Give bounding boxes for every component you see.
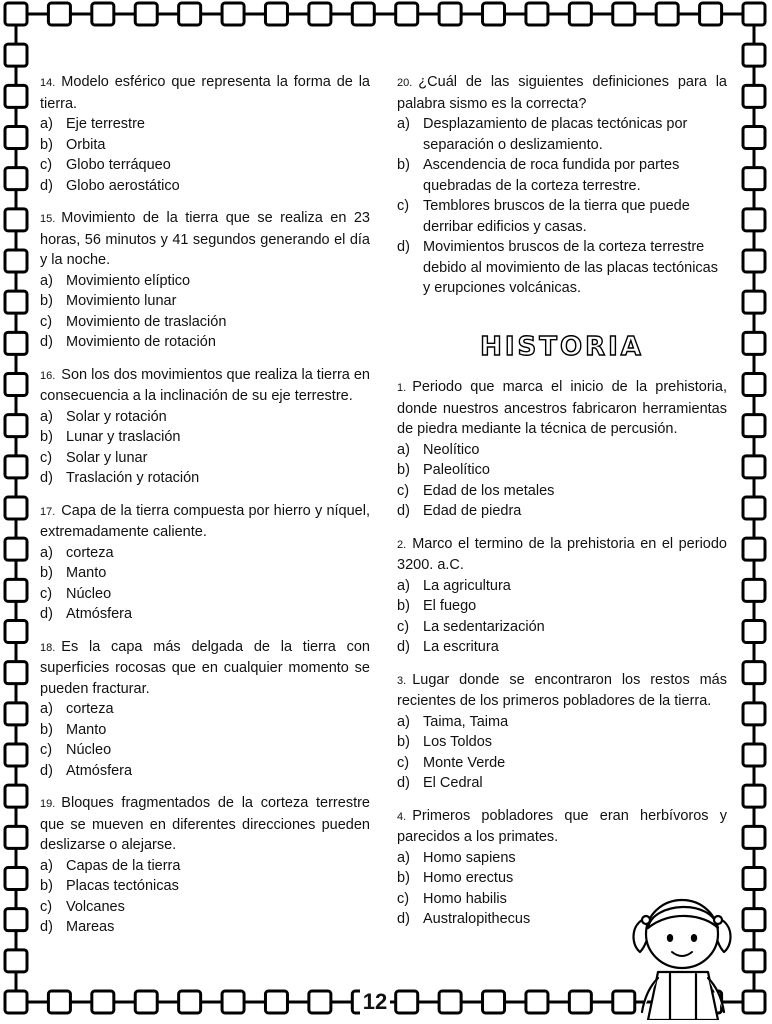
option-text: corteza xyxy=(66,544,114,561)
girl-illustration xyxy=(630,880,740,1020)
page-number: 12 xyxy=(360,988,390,1016)
border-link xyxy=(743,85,765,107)
answer-option xyxy=(397,114,727,155)
border-link xyxy=(526,3,548,25)
option-letter: d) xyxy=(40,919,53,935)
option-text: Temblores bruscos de la tierra que puede derribar edificios y casas. xyxy=(423,198,690,235)
question-text xyxy=(397,670,727,712)
option-text: Homo habilis xyxy=(423,890,507,907)
border-link xyxy=(743,826,765,848)
border-link xyxy=(5,374,27,396)
question-number: 19. xyxy=(40,798,56,810)
option-text: Eje terrestre xyxy=(66,116,145,132)
border-link xyxy=(222,991,244,1013)
question-statement: Son los dos movimientos que realiza la tierra en consecuencia a la inclinación de su eje terrestre. xyxy=(40,366,370,404)
border-link xyxy=(5,85,27,107)
answer-option xyxy=(397,481,727,502)
right-question-group xyxy=(397,72,727,299)
option-letter: b) xyxy=(397,157,410,173)
border-link xyxy=(743,3,765,25)
question xyxy=(397,72,727,299)
border-link xyxy=(743,127,765,149)
section-title xyxy=(397,331,727,362)
border-link xyxy=(5,3,27,25)
option-text: Traslación y rotación xyxy=(66,470,200,486)
answer-option xyxy=(397,155,727,196)
border-link xyxy=(743,291,765,313)
option-text: El fuego xyxy=(423,598,477,614)
question-text xyxy=(40,365,370,407)
border-link xyxy=(5,168,27,190)
option-letter: b) xyxy=(397,462,410,478)
border-link xyxy=(5,250,27,272)
border-link xyxy=(135,991,157,1013)
border-link xyxy=(309,991,331,1013)
option-letter: c) xyxy=(40,585,53,602)
border-link xyxy=(743,538,765,560)
border-link xyxy=(569,991,591,1013)
border-link xyxy=(656,3,678,25)
option-letter: a) xyxy=(40,701,53,717)
question xyxy=(397,534,727,658)
option-letter: c) xyxy=(397,198,410,214)
border-link xyxy=(569,3,591,25)
border-link xyxy=(5,868,27,890)
option-text: Atmósfera xyxy=(66,606,133,622)
border-link xyxy=(743,703,765,725)
border-link xyxy=(5,291,27,313)
option-letter: b) xyxy=(40,878,53,894)
answer-option xyxy=(397,617,727,638)
question-statement: Lugar donde se encontraron los restos más recientes de los primeros pobladores de la tierra. xyxy=(397,671,727,709)
answer-option xyxy=(40,897,370,918)
option-text: Manto xyxy=(66,721,107,738)
question-statement: Es la capa más delgada de la tierra con superficies rocosas que en cualquier momento se pueden fracturar. xyxy=(40,638,370,697)
border-link xyxy=(700,3,722,25)
question-number: 1. xyxy=(397,382,407,394)
answer-option xyxy=(40,720,370,741)
question-text xyxy=(40,501,370,543)
question-statement: Capa de la tierra compuesta por hierro y níquel, extremadamente caliente. xyxy=(40,502,370,540)
answer-option xyxy=(40,543,370,564)
option-text: Manto xyxy=(66,565,107,581)
option-letter: d) xyxy=(40,177,53,194)
border-link xyxy=(5,991,27,1013)
option-letter: d) xyxy=(397,639,410,655)
border-link xyxy=(265,3,287,25)
option-letter: b) xyxy=(40,721,53,738)
border-link xyxy=(743,868,765,890)
option-text: Taima, Taima xyxy=(423,713,509,730)
option-letter: b) xyxy=(40,136,53,153)
question xyxy=(40,72,370,196)
question-number: 18. xyxy=(40,641,56,654)
answer-option xyxy=(40,468,370,489)
border-link xyxy=(396,3,418,25)
question-statement: Periodo que marca el inicio de la prehistoria, donde nuestros ancestros fabricaron herramientas de piedra mediante la técnica de percusión. xyxy=(397,379,727,437)
question-text xyxy=(397,806,727,848)
border-link xyxy=(743,209,765,231)
option-text: Movimiento elíptico xyxy=(66,272,191,289)
section-title-text: HISTORIA xyxy=(480,331,644,362)
option-text: La escritura xyxy=(423,639,499,655)
border-link xyxy=(92,3,114,25)
question-statement: Marco el termino de la prehistoria en el periodo 3200. a.C. xyxy=(397,535,727,573)
question-text xyxy=(40,793,370,856)
question-number: 4. xyxy=(397,810,407,823)
option-text: Homo sapiens xyxy=(423,849,516,866)
border-link xyxy=(135,3,157,25)
history-question-group xyxy=(397,377,727,930)
option-text: corteza xyxy=(66,701,114,717)
option-text: Volcanes xyxy=(66,898,125,915)
option-letter: c) xyxy=(40,898,53,915)
option-letter: c) xyxy=(40,313,53,330)
option-text: Globo terráqueo xyxy=(66,157,171,173)
question xyxy=(40,793,370,938)
answer-option xyxy=(40,135,370,156)
option-letter: c) xyxy=(397,618,410,635)
question xyxy=(397,377,727,522)
answer-option xyxy=(40,740,370,761)
option-text: Solar y lunar xyxy=(66,449,148,466)
border-link xyxy=(5,332,27,354)
option-letter: a) xyxy=(40,544,53,561)
option-letter: a) xyxy=(40,272,53,289)
option-text: La sedentarización xyxy=(423,618,545,635)
option-letter: a) xyxy=(40,857,53,874)
answer-option xyxy=(40,584,370,605)
option-text: La agricultura xyxy=(423,577,511,594)
option-text: Homo erectus xyxy=(423,870,514,886)
option-letter: d) xyxy=(40,334,53,350)
border-link xyxy=(439,3,461,25)
border-link xyxy=(5,579,27,601)
question xyxy=(397,670,727,794)
option-text: Solar y rotación xyxy=(66,408,167,425)
option-text: Orbita xyxy=(66,136,106,153)
question-statement: Bloques fragmentados de la corteza terrestre que se mueven en diferentes direcciones pueden deslizarse o alejarse. xyxy=(40,795,370,853)
answer-option xyxy=(397,753,727,774)
option-text: Lunar y traslación xyxy=(66,429,181,445)
answer-option xyxy=(40,856,370,877)
option-text: Monte Verde xyxy=(423,754,506,771)
border-link xyxy=(439,991,461,1013)
answer-option xyxy=(397,460,727,481)
border-link xyxy=(5,744,27,766)
border-link xyxy=(179,991,201,1013)
border-link xyxy=(743,497,765,519)
question-statement: ¿Cuál de las siguientes definiciones para la palabra sismo es la correcta? xyxy=(397,74,727,112)
right-column xyxy=(397,72,727,942)
answer-option xyxy=(40,604,370,625)
answer-option xyxy=(40,312,370,333)
question-text xyxy=(40,72,370,114)
option-text: Movimientos bruscos de la corteza terrestre debido al movimiento de las placas tectónicas y erupciones volcánicas. xyxy=(423,239,718,296)
option-letter: b) xyxy=(397,734,410,750)
question-statement: Primeros pobladores que eran herbívoros y parecidos a los primates. xyxy=(397,807,727,845)
answer-option xyxy=(40,917,370,938)
answer-option xyxy=(40,291,370,312)
answer-option xyxy=(40,448,370,469)
border-link xyxy=(309,3,331,25)
answer-option xyxy=(397,440,727,461)
option-letter: d) xyxy=(397,911,410,927)
answer-option xyxy=(40,332,370,353)
border-link xyxy=(483,991,505,1013)
option-text: Desplazamiento de placas tectónicas por separación o deslizamiento. xyxy=(423,116,688,153)
border-link xyxy=(743,744,765,766)
answer-option xyxy=(40,761,370,782)
question-number: 16. xyxy=(40,369,56,382)
border-link xyxy=(5,785,27,807)
question-number: 14. xyxy=(40,77,56,89)
border-link xyxy=(265,991,287,1013)
border-link xyxy=(483,3,505,25)
option-text: Atmósfera xyxy=(66,762,133,779)
border-link xyxy=(743,662,765,684)
border-link xyxy=(48,991,70,1013)
answer-option xyxy=(40,427,370,448)
option-letter: c) xyxy=(40,449,53,466)
border-link xyxy=(743,374,765,396)
option-text: Neolítico xyxy=(423,441,480,458)
option-letter: d) xyxy=(40,470,53,486)
question xyxy=(40,208,370,353)
option-text: Paleolítico xyxy=(423,462,490,478)
answer-option xyxy=(40,176,370,197)
option-text: Mareas xyxy=(66,919,115,935)
border-link xyxy=(352,3,374,25)
option-letter: d) xyxy=(397,503,410,519)
question xyxy=(40,365,370,489)
border-link xyxy=(48,3,70,25)
option-text: Ascendencia de roca fundida por partes quebradas de la corteza terrestre. xyxy=(423,157,680,194)
option-letter: a) xyxy=(40,408,53,425)
option-text: Movimiento lunar xyxy=(66,293,177,309)
answer-option xyxy=(397,237,727,299)
option-letter: d) xyxy=(40,606,53,622)
border-link xyxy=(743,785,765,807)
border-link xyxy=(743,250,765,272)
question-number: 15. xyxy=(40,213,56,225)
border-link xyxy=(743,991,765,1013)
left-column xyxy=(40,72,370,950)
answer-option xyxy=(40,563,370,584)
answer-option xyxy=(397,576,727,597)
border-link xyxy=(743,415,765,437)
answer-option xyxy=(40,699,370,720)
option-letter: a) xyxy=(397,577,410,594)
border-link xyxy=(5,497,27,519)
border-link xyxy=(526,991,548,1013)
question-number: 3. xyxy=(397,674,407,687)
border-link xyxy=(222,3,244,25)
option-text: Globo aerostático xyxy=(66,177,180,194)
border-link xyxy=(396,991,418,1013)
border-link xyxy=(743,950,765,972)
answer-option xyxy=(397,196,727,237)
question-number: 2. xyxy=(397,538,407,551)
border-link xyxy=(743,909,765,931)
question-number: 20. xyxy=(397,77,413,89)
option-letter: c) xyxy=(397,482,410,499)
question-text xyxy=(397,377,727,440)
option-letter: b) xyxy=(40,293,53,309)
answer-option xyxy=(397,501,727,522)
option-letter: a) xyxy=(397,713,410,730)
option-letter: d) xyxy=(397,775,410,791)
option-letter: b) xyxy=(397,598,410,614)
border-link xyxy=(5,415,27,437)
answer-option xyxy=(40,876,370,897)
answer-option xyxy=(397,596,727,617)
option-letter: a) xyxy=(397,441,410,458)
border-link xyxy=(92,991,114,1013)
border-link xyxy=(743,168,765,190)
option-text: Núcleo xyxy=(66,742,112,758)
answer-option xyxy=(397,732,727,753)
question-number: 17. xyxy=(40,505,56,518)
question-statement: Movimiento de la tierra que se realiza en 23 horas, 56 minutos y 41 segundos generando el día y la noche. xyxy=(40,210,370,268)
option-text: El Cedral xyxy=(423,775,483,791)
border-link xyxy=(743,332,765,354)
border-link xyxy=(5,209,27,231)
option-text: Capas de la tierra xyxy=(66,857,181,874)
answer-option xyxy=(397,848,727,869)
question-text xyxy=(397,72,727,114)
question-text xyxy=(397,534,727,576)
option-letter: c) xyxy=(397,754,410,771)
option-text: Edad de los metales xyxy=(423,482,555,499)
border-link xyxy=(743,621,765,643)
option-letter: a) xyxy=(397,116,410,132)
border-link xyxy=(743,579,765,601)
border-link xyxy=(743,44,765,66)
option-letter: d) xyxy=(397,239,410,255)
border-link xyxy=(5,826,27,848)
answer-option xyxy=(397,773,727,794)
border-link xyxy=(5,621,27,643)
border-link xyxy=(5,662,27,684)
question-statement: Modelo esférico que representa la forma de la tierra. xyxy=(40,74,370,112)
answer-option xyxy=(397,712,727,733)
option-text: Australopithecus xyxy=(423,911,531,927)
question xyxy=(40,637,370,782)
option-letter: b) xyxy=(397,870,410,886)
option-letter: b) xyxy=(40,429,53,445)
option-text: Movimiento de traslación xyxy=(66,313,227,330)
option-letter: c) xyxy=(40,742,53,758)
border-link xyxy=(5,950,27,972)
option-text: Edad de piedra xyxy=(423,503,522,519)
answer-option xyxy=(40,407,370,428)
border-link xyxy=(613,3,635,25)
border-link xyxy=(5,127,27,149)
option-letter: d) xyxy=(40,762,53,779)
border-link xyxy=(5,456,27,478)
answer-option xyxy=(40,155,370,176)
border-link xyxy=(179,3,201,25)
question xyxy=(40,501,370,625)
question-text xyxy=(40,208,370,271)
border-link xyxy=(743,456,765,478)
option-letter: c) xyxy=(40,157,53,173)
border-link xyxy=(5,703,27,725)
question-text xyxy=(40,637,370,700)
option-letter: b) xyxy=(40,565,53,581)
border-link xyxy=(5,44,27,66)
border-link xyxy=(5,538,27,560)
option-text: Placas tectónicas xyxy=(66,878,179,894)
option-letter: a) xyxy=(40,116,53,132)
option-text: Núcleo xyxy=(66,585,112,602)
border-link xyxy=(5,909,27,931)
option-text: Los Toldos xyxy=(423,734,493,750)
option-text: Movimiento de rotación xyxy=(66,334,216,350)
answer-option xyxy=(40,114,370,135)
answer-option xyxy=(40,271,370,292)
option-letter: c) xyxy=(397,890,410,907)
option-letter: a) xyxy=(397,849,410,866)
answer-option xyxy=(397,637,727,658)
